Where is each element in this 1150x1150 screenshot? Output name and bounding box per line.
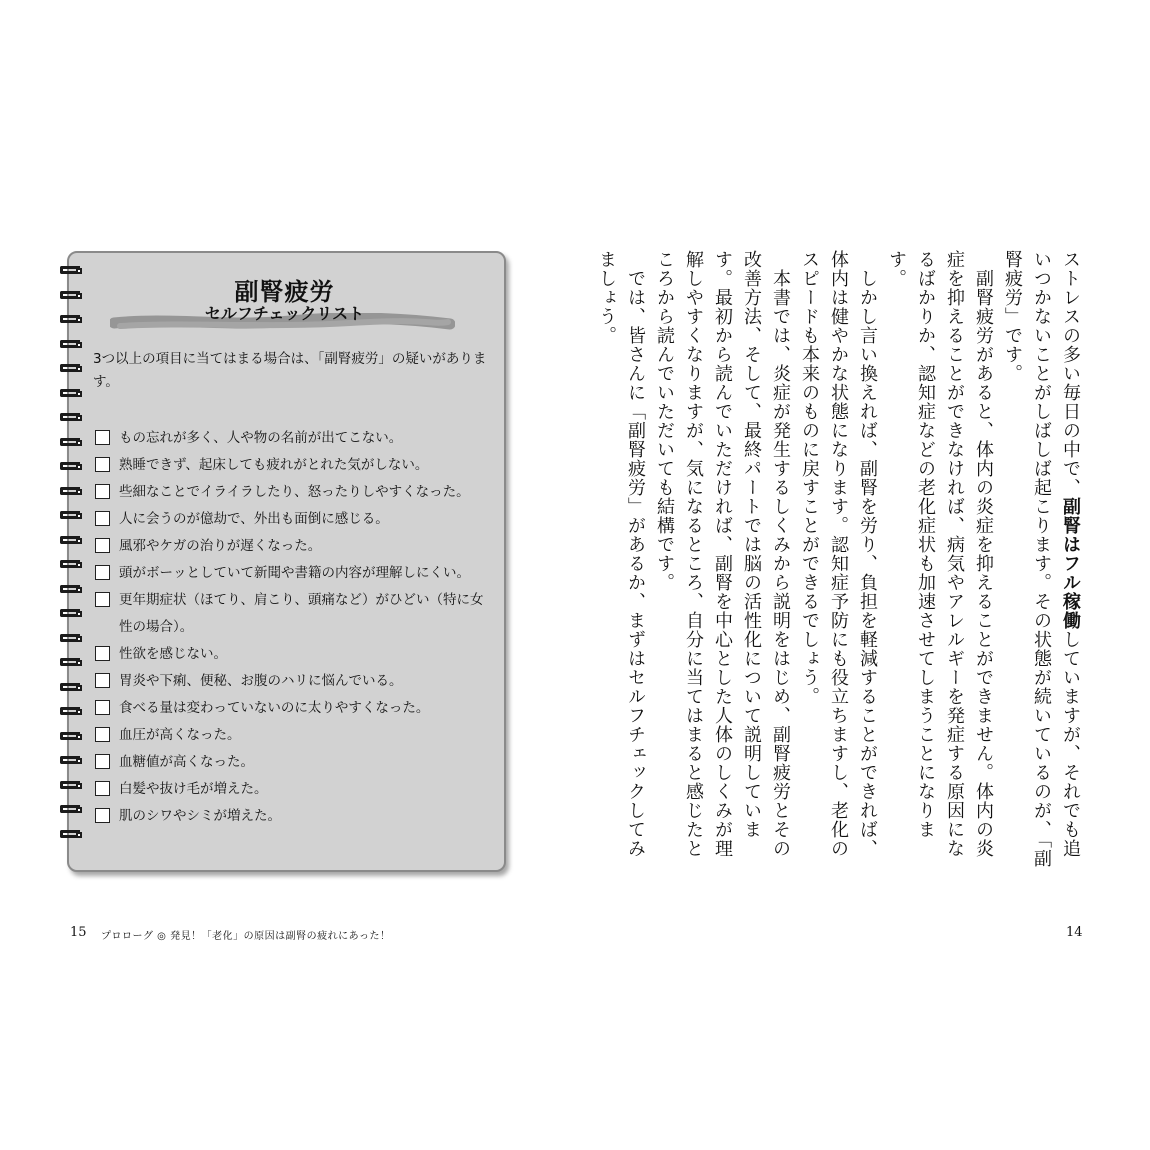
checklist-item[interactable]: 肌のシワやシミが増えた。 — [95, 803, 495, 830]
binding-ring — [60, 462, 80, 470]
page-number-right: 14 — [1066, 925, 1083, 940]
checklist-item[interactable]: 性欲を感じない。 — [95, 641, 495, 668]
checkbox[interactable] — [95, 727, 110, 742]
binding-ring — [60, 781, 80, 789]
checklist-item[interactable]: 食べる量は変わっていないのに太りやすくなった。 — [95, 695, 495, 722]
checkbox[interactable] — [95, 484, 110, 499]
binding-ring — [60, 585, 80, 593]
paragraph-2: 副腎疲労があると、体内の炎症を抑えることができません。体内の炎症を抑えることができなければ、病気やアレルギーを発症する原因になるばかりか、認知症などの老化症状も加速させてしまうことになります。 — [886, 250, 994, 858]
checklist-item[interactable]: 熟睡できず、起床しても疲れがとれた気がしない。 — [95, 452, 495, 479]
paragraph-1: ストレスの多い毎日の中で、副腎はフル稼働していますが、それでも追いつかないことがしばしば起こります。その状態が続いているのが、「副腎疲労」です。 — [1002, 250, 1081, 868]
checkbox[interactable] — [95, 538, 110, 553]
checkbox[interactable] — [95, 511, 110, 526]
page-number-left: 15 — [70, 925, 87, 940]
checklist-intro: 3つ以上の項目に当てはまる場合は、「副腎疲労」の疑いがあります。 — [93, 351, 487, 390]
paragraph-4: 本書では、炎症が発生するしくみから説明をはじめ、副腎疲労とその改善方法、そして、最終パートでは脳の活性化について説明しています。最初から読んでいただければ、副腎を中心とした人体のしくみが理解しやすくなりますが、気になるところ、自分に当てはまると感じたところから読んでいただいても結構です。 — [654, 250, 791, 858]
checklist-item[interactable]: 血圧が高くなった。 — [95, 722, 495, 749]
checklist-item[interactable]: もの忘れが多く、人や物の名前が出てこない。 — [95, 425, 495, 452]
binding-ring — [60, 805, 80, 813]
checkbox[interactable] — [95, 592, 110, 607]
binding-ring — [60, 560, 80, 568]
binding-ring — [60, 732, 80, 740]
checklist-item[interactable]: 頭がボーッとしていて新聞や書籍の内容が理解しにくい。 — [95, 560, 495, 587]
checkbox[interactable] — [95, 646, 110, 661]
checklist-item[interactable]: 血糖値が高くなった。 — [95, 749, 495, 776]
binding-ring — [60, 830, 80, 838]
binding-ring — [60, 707, 80, 715]
running-head: プロローグ ◎ 発見！「老化」の原因は副腎の疲れにあった！ — [101, 931, 391, 942]
bold-phrase: 副腎はフル稼働 — [1060, 497, 1081, 630]
checkbox[interactable] — [95, 700, 110, 715]
checkbox[interactable] — [95, 754, 110, 769]
checklist-item[interactable]: 白髪や抜け毛が増えた。 — [95, 776, 495, 803]
binding-ring — [60, 658, 80, 666]
binding-ring — [60, 340, 80, 348]
paragraph-5: では、皆さんに「副腎疲労」があるか、まずはセルフチェックしてみましょう。 — [596, 250, 646, 858]
checklist-subtitle: セルフチェックリスト — [204, 304, 365, 323]
checkbox[interactable] — [95, 673, 110, 688]
checkbox[interactable] — [95, 565, 110, 580]
paragraph-3: しかし言い換えれば、副腎を労り、負担を軽減することができれば、体内は健やかな状態になります。認知症予防にも役立ちますし、老化のスピードも本来のものに戻すことができるでしょう。 — [799, 250, 878, 858]
checkbox[interactable] — [95, 808, 110, 823]
binding-ring — [60, 438, 80, 446]
binding-ring — [60, 389, 80, 397]
checklist-item[interactable]: 人に会うのが億劫で、外出も面倒に感じる。 — [95, 506, 495, 533]
binding-ring — [60, 536, 80, 544]
checklist-item[interactable]: 些細なことでイライラしたり、怒ったりしやすくなった。 — [95, 479, 495, 506]
vertical-body-text — [596, 250, 1085, 870]
checklist-item[interactable]: 胃炎や下痢、便秘、お腹のハリに悩んでいる。 — [95, 668, 495, 695]
binding-ring — [60, 487, 80, 495]
binding-ring — [60, 683, 80, 691]
binding-ring — [60, 609, 80, 617]
checklist-items — [95, 425, 495, 830]
binding-ring — [60, 413, 80, 421]
binding-ring — [60, 364, 80, 372]
checklist-item[interactable]: 更年期症状（ほてり、肩こり、頭痛など）がひどい（特に女性の場合）。 — [95, 587, 495, 641]
checkbox[interactable] — [95, 430, 110, 445]
binding-ring — [60, 756, 80, 764]
checklist-item[interactable]: 風邪やケガの治りが遅くなった。 — [95, 533, 495, 560]
binding-ring — [60, 511, 80, 519]
spiral-binding — [60, 266, 82, 846]
checkbox[interactable] — [95, 457, 110, 472]
binding-ring — [60, 634, 80, 642]
checkbox[interactable] — [95, 781, 110, 796]
checklist-title: 副腎疲労 — [234, 278, 335, 306]
